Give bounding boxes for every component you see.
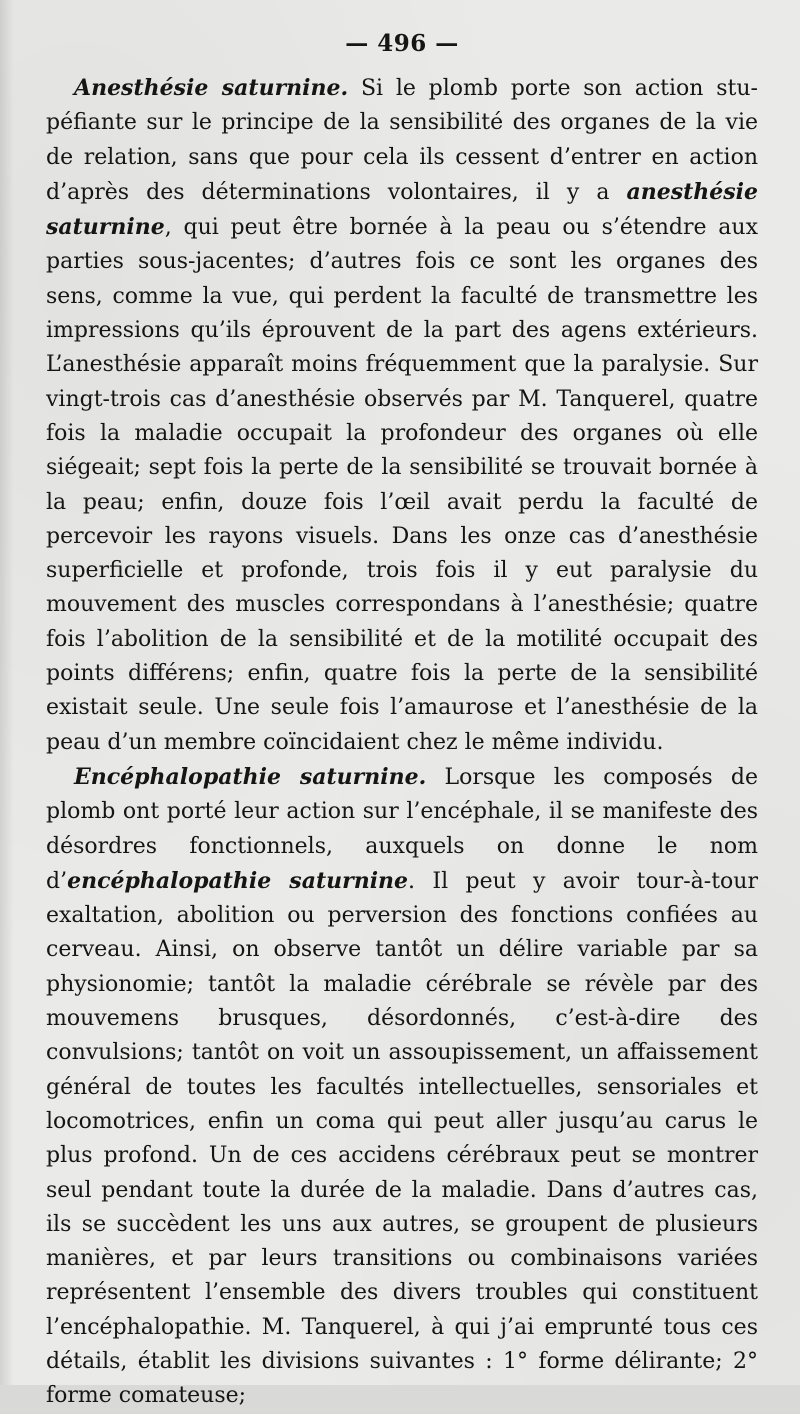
- page-gutter-shadow: [0, 0, 14, 1385]
- paragraph-text: Si le plomb porte son action stupéfiante sur le principe de la sensibilité des organes de la vie de relation, sans que pour cela ils cessent d’entrer en action d’après des déterminations volontaires, il y a: [46, 76, 758, 205]
- heading-encephalopathie-saturnine: Encéphalopathie saturnine.: [74, 763, 427, 790]
- paragraph-text: Lorsque les composés de plomb ont porté leur action sur l’encéphale, il se manifeste des désordres fonctionnels, auxquels on donne le nom d’: [46, 764, 758, 894]
- paragraph-encephalopathie: [46, 760, 758, 1414]
- paragraph-text: . Il peut y avoir tour-à-tour exaltation, abolition ou perversion des fonctions confiées au cerveau. Ainsi, on observe tantôt un délire variable par sa physionomie; tantôt la maladie cérébrale se révèle par des mouvemens brusques, désordonnés, c’est-à-dire des convulsions; tantôt on voit un assoupissement, un affaissement général de toutes les facultés intellectuelles, sensoriales et locomotrices, enfin un coma qui peut aller jusqu’au carus le plus profond. Un de ces accidens cérébraux peut se montrer seul pendant toute la durée de la maladie. Dans d’autres cas, ils se succèdent les uns aux autres, se groupent de plusieurs manières, et par leurs transitions ou combinaisons variées représentent l’ensemble des divers troubles qui constituent l’encéphalopathie. M. Tanquerel, à qui j’ai emprunté tous ces détails, établit les divisions suivantes : 1° forme délirante; 2° forme comateuse;: [46, 868, 758, 1409]
- paragraph-text: , qui peut être bornée à la peau ou s’étendre aux parties sous-jacentes; d’autres fois ce sont les organes des sens, comme la vue, qui perdent la faculté de transmettre les impressions qu’ils éprouvent de la part des agens extérieurs. L’anesthésie apparaît moins fréquemment que la paralysie. Sur vingt-trois cas d’anesthésie observés par M. Tanquerel, quatre fois la maladie occupait la profondeur des organes où elle siégeait; sept fois la perte de la sensibilité se trouvait bornée à la peau; enfin, douze fois l’œil avait perdu la faculté de percevoir les rayons visuels. Dans les onze cas d’anesthésie superficielle et profonde, trois fois il y eut paralysie du mouvement des muscles correspondans à l’anesthésie; quatre fois l’abolition de la sensibilité et de la motilité occupait des points différens; enfin, quatre fois la perte de la sensibilité existait seule. Une seule fois l’amaurose et l’anesthésie de la peau d’un membre coïncidaient chez le même individu.: [46, 215, 758, 755]
- heading-anesthesie-saturnine: Anesthésie saturnine.: [74, 75, 349, 101]
- paragraph-anesthesie: [46, 71, 758, 760]
- page-number: — 496 —: [345, 30, 459, 57]
- emphasis-encephalopathie-saturnine: encéphalopathie saturnine: [67, 867, 409, 894]
- emphasis-anesthesie-saturnine: anesthésie saturnine: [46, 178, 758, 241]
